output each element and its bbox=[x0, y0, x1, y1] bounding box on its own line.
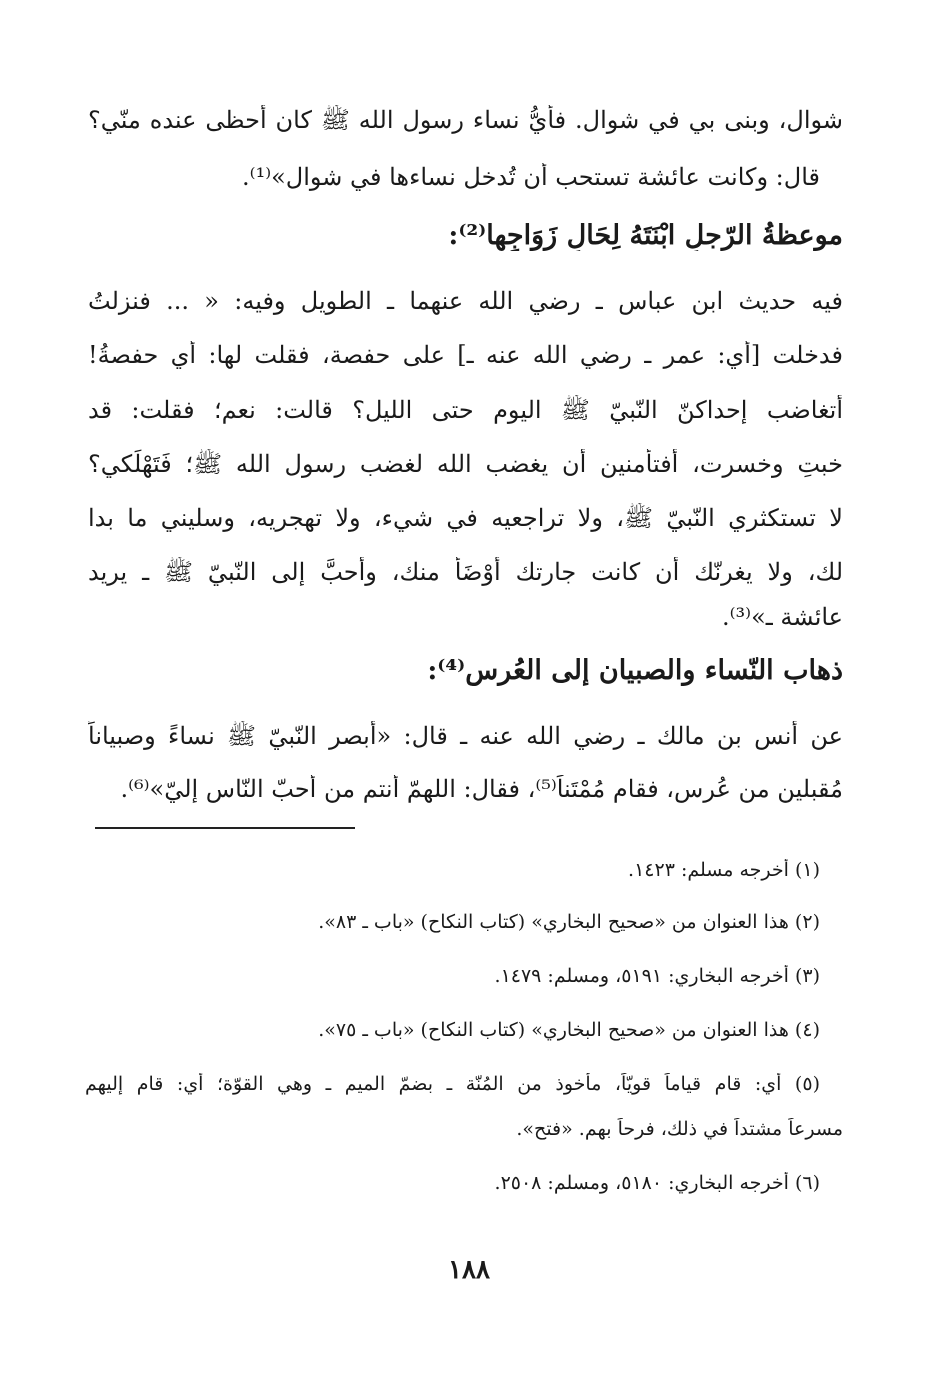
footnote-continuation: مسرعاً مشتداً في ذلك، فرحاً بهم. «فتح». bbox=[516, 1118, 843, 1140]
body-line: فيه حديث ابن عباس ـ رضي الله عنهما ـ الطويل وفيه: « ... فنزلتُ bbox=[88, 287, 843, 315]
page-number: ١٨٨ bbox=[448, 1255, 490, 1285]
footnote: (٣) أخرجه البخاري: ٥١٩١، ومسلم: ١٤٧٩. bbox=[494, 965, 820, 987]
body-line: فدخلت [أي: عمر ـ رضي الله عنه ـ] على حفصة، فقلت لها: أي حفصةُ! bbox=[88, 341, 843, 369]
footnote: (٦) أخرجه البخاري: ٥١٨٠، ومسلم: ٢٥٠٨. bbox=[494, 1172, 820, 1194]
footnote: (٢) هذا العنوان من «صحيح البخاري» (كتاب النكاح) «باب ـ ٨٣». bbox=[318, 911, 820, 933]
section-heading: ذهاب النّساء والصبيان إلى العُرس⁽⁴⁾: bbox=[427, 655, 843, 686]
body-line: أتغاضب إحداكنّ النّبيّ ﷺ اليوم حتى الليل؟ قالت: نعم؛ فقلت: قد bbox=[88, 396, 843, 424]
body-line: عن أنس بن مالك ـ رضي الله عنه ـ قال: «أبصر النّبيّ ﷺ نساءً وصبياناً bbox=[88, 722, 843, 750]
body-line: شوال، وبنى بي في شوال. فأيُّ نساء رسول الله ﷺ كان أحظى عنده منّي؟ bbox=[88, 106, 843, 134]
body-line: لك، ولا يغرنّك أن كانت جارتك أَوْضَأَ منك، وأحبَّ إلى النّبيّ ﷺ ـ يريد bbox=[88, 558, 843, 586]
body-line: عائشة ـ»⁽³⁾. bbox=[722, 603, 843, 631]
body-line: مُقبلين من عُرس، فقام مُمْتَناً⁽⁵⁾، فقال: اللهمّ أنتم من أحبّ النّاس إليّ»⁽⁶⁾. bbox=[120, 775, 843, 803]
footnote: (١) أخرجه مسلم: ١٤٢٣. bbox=[628, 859, 820, 881]
body-line: خبتِ وخسرت، أفتأمنين أن يغضب الله لغضب رسول الله ﷺ؛ فَتَهْلَكي؟ bbox=[88, 450, 843, 478]
body-line: لا تستكثري النّبيّ ﷺ، ولا تراجعيه في شيء، ولا تهجريه، وسليني ما بدا bbox=[88, 504, 843, 532]
body-line: قال: وكانت عائشة تستحب أن تُدخل نساءها في شوال»⁽¹⁾. bbox=[242, 163, 820, 191]
section-heading: موعظةُ الرّجلِ ابْنَتَهُ لِحَالِ زَوَاجِها⁽²⁾: bbox=[448, 220, 843, 251]
footnote-divider bbox=[95, 827, 355, 829]
footnote: (٤) هذا العنوان من «صحيح البخاري» (كتاب النكاح) «باب ـ ٧٥». bbox=[318, 1019, 820, 1041]
footnote: (٥) أي: قام قياماً قويّاً، مأخوذ من المُنّة ـ بضمّ الميم ـ وهي القوّة؛ أي: قام إليهم bbox=[85, 1073, 820, 1095]
